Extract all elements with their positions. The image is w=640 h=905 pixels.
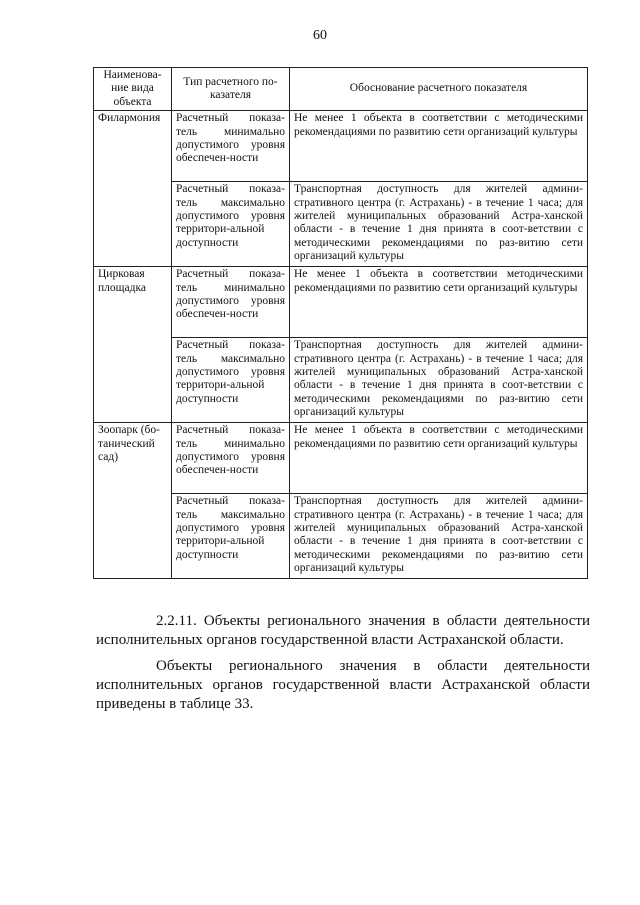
object-name-cell: Филармония [94, 111, 172, 267]
header-object-type: Наименова-ние вида объекта [94, 68, 172, 111]
basis-cell: Транспортная доступность для жителей админи-стративного центра (г. Астрахань) - в течение 1 часа; для жителей муниципальных образований Астра-ханской области - в течение 1 дня принята в соот-ветствии с методическими рекомендациями по раз-витию сети организаций культуры [290, 338, 588, 423]
indicator-type-cell: Расчетный показа-тель минимально допустимого уровня обеспечен-ности [172, 111, 290, 182]
header-indicator-type: Тип расчетного по-казателя [172, 68, 290, 111]
indicator-type-cell: Расчетный показа-тель максимально допустимого уровня территори-альной доступности [172, 182, 290, 267]
basis-cell: Транспортная доступность для жителей админи-стративного центра (г. Астрахань) - в течение 1 часа; для жителей муниципальных образований Астра-ханской области - в течение 1 дня принята в соот-ветствии с методическими рекомендациями по раз-витию сети организаций культуры [290, 494, 588, 579]
basis-cell: Не менее 1 объекта в соответствии с методическими рекомендациями по развитию сети организаций культуры [290, 111, 588, 182]
object-name-cell: Цирковая площадка [94, 267, 172, 423]
indicator-type-cell: Расчетный показа-тель максимально допустимого уровня территори-альной доступности [172, 494, 290, 579]
table-row [94, 423, 588, 494]
indicators-table [93, 67, 588, 579]
object-name-cell: Зоопарк (бо-танический сад) [94, 423, 172, 579]
table-row [94, 111, 588, 182]
table-row [94, 267, 588, 338]
page-number: 60 [313, 28, 327, 43]
basis-cell: Транспортная доступность для жителей админи-стративного центра (г. Астрахань) - в течение 1 часа; для жителей муниципальных образований Астра-ханской области - в течение 1 дня принята в соот-ветствии с методическими рекомендациями по раз-витию сети организаций культуры [290, 182, 588, 267]
basis-cell: Не менее 1 объекта в соответствии с методическими рекомендациями по развитию сети организаций культуры [290, 423, 588, 494]
indicator-type-cell: Расчетный показа-тель минимально допустимого уровня обеспечен-ности [172, 267, 290, 338]
section-heading-paragraph: 2.2.11. Объекты регионального значения в области деятельности исполнительных органов государственной власти Астраханской области. [96, 613, 590, 648]
indicator-type-cell: Расчетный показа-тель минимально допустимого уровня обеспечен-ности [172, 423, 290, 494]
body-paragraph: Объекты регионального значения в области деятельности исполнительных органов государственной власти Астраханской области приведены в таблице 33. [96, 658, 590, 712]
table-header-row [94, 68, 588, 111]
indicator-type-cell: Расчетный показа-тель максимально допустимого уровня территори-альной доступности [172, 338, 290, 423]
header-basis: Обоснование расчетного показателя [290, 68, 588, 111]
basis-cell: Не менее 1 объекта в соответствии методическими рекомендациями по развитию сети организаций культуры [290, 267, 588, 338]
